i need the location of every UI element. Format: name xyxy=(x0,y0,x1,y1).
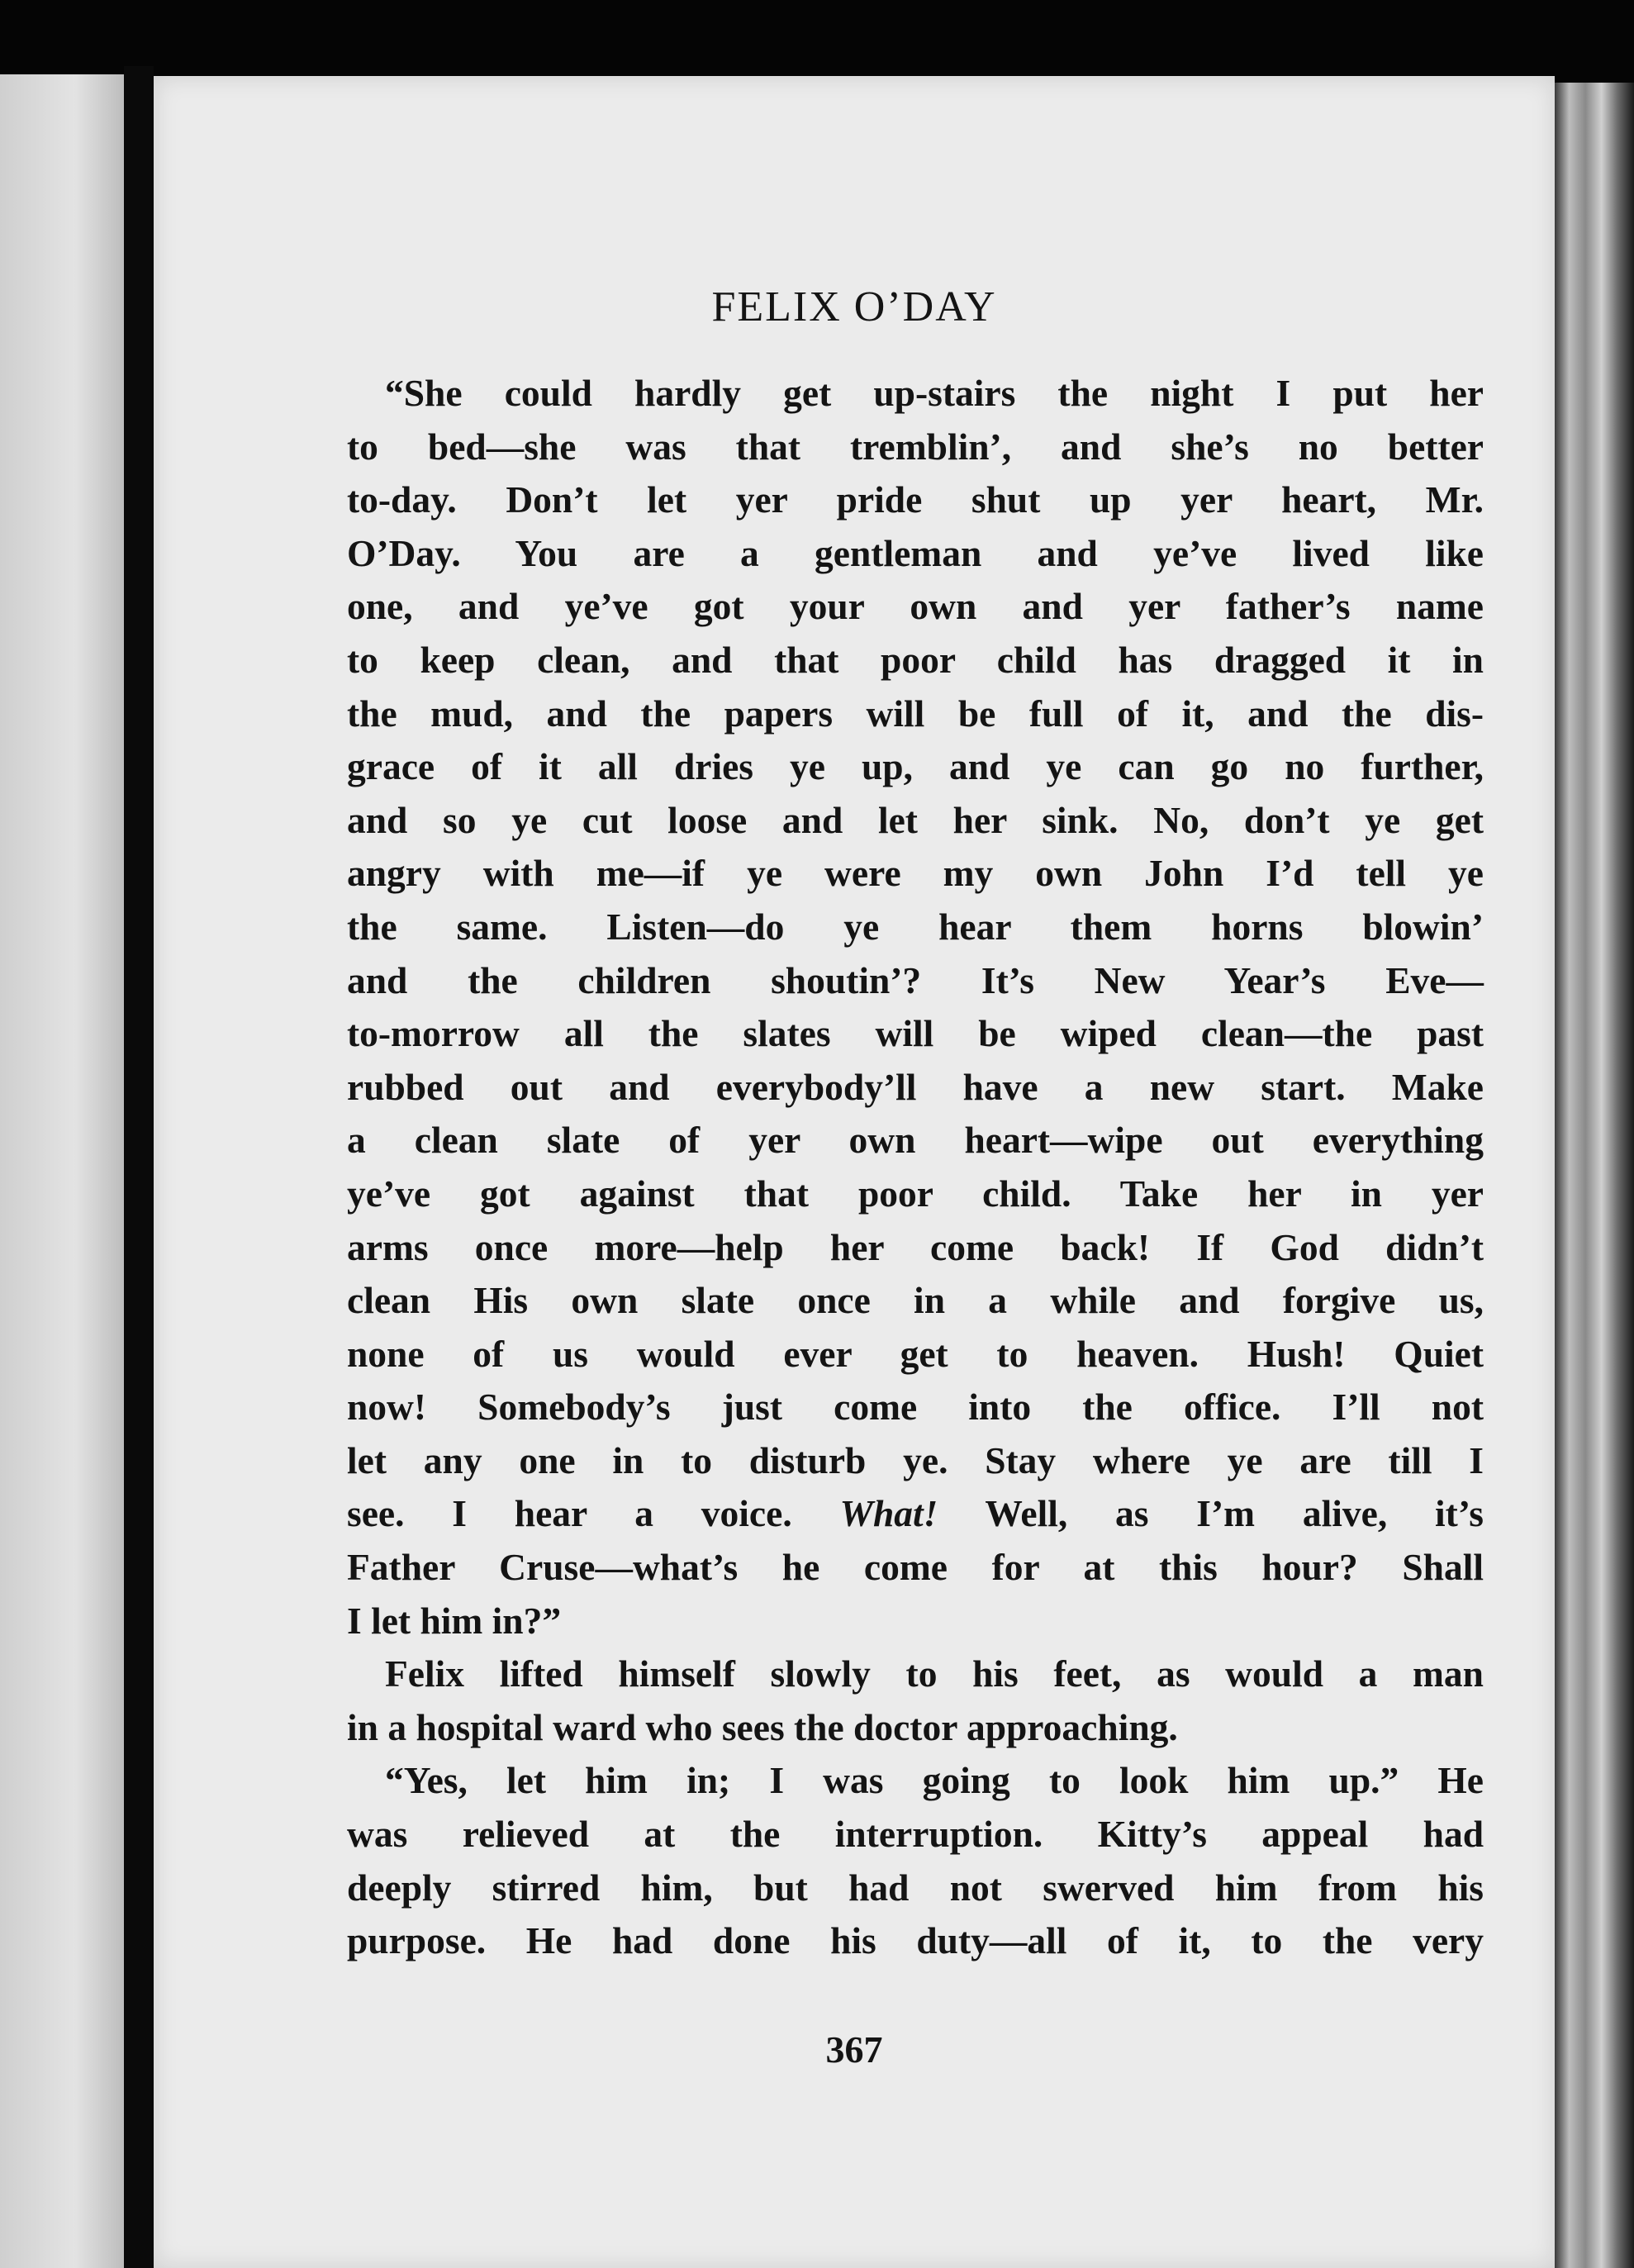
text-line: “Yes, let him in; I was going to look him up.” He xyxy=(385,1759,1484,1802)
book-page xyxy=(154,76,1555,2268)
text-line: to bed—she was that tremblin’, and she’s no better xyxy=(347,425,1484,468)
text-line: to-day. Don’t let yer pride shut up yer heart, Mr. xyxy=(347,478,1484,521)
text-line: and so ye cut loose and let her sink. No, don’t ye get xyxy=(347,798,1484,841)
text-line: one, and ye’ve got your own and yer father’s name xyxy=(347,585,1484,628)
text-line: grace of it all dries ye up, and ye can go no further, xyxy=(347,745,1484,788)
page-stack-edge xyxy=(1553,83,1634,2268)
text-line: a clean slate of yer own heart—wipe out everything xyxy=(347,1119,1484,1162)
text-line: purpose. He had done his duty—all of it, to the very xyxy=(347,1919,1484,1962)
text-line: see. I hear a voice. What! Well, as I’m alive, it’s xyxy=(347,1492,1484,1535)
text-line: I let him in?” xyxy=(347,1599,562,1642)
facing-page-edge xyxy=(0,74,124,2268)
text-line: clean His own slate once in a while and forgive us, xyxy=(347,1279,1484,1322)
text-line: arms once more—help her come back! If God didn’t xyxy=(347,1225,1484,1268)
book-gutter xyxy=(124,66,154,2268)
text-line: in a hospital ward who sees the doctor approaching. xyxy=(347,1705,1178,1748)
text-line: ye’ve got against that poor child. Take her in yer xyxy=(347,1172,1484,1215)
text-line: the mud, and the papers will be full of it, and the dis- xyxy=(347,692,1484,735)
text-line: the same. Listen—do ye hear them horns blowin’ xyxy=(347,905,1484,948)
text-line: was relieved at the interruption. Kitty’s appeal had xyxy=(347,1813,1484,1856)
text-line: and the children shoutin’? It’s New Year’s Eve— xyxy=(347,958,1484,1001)
text-line: O’Day. You are a gentleman and ye’ve lived like xyxy=(347,531,1484,574)
text-line: to keep clean, and that poor child has dragged it in xyxy=(347,638,1484,681)
page-number: 367 xyxy=(825,2028,883,2071)
text-line: let any one in to disturb ye. Stay where ye are till I xyxy=(347,1438,1484,1481)
text-line: rubbed out and everybody’ll have a new start. Make xyxy=(347,1065,1484,1108)
text-line: none of us would ever get to heaven. Hush! Quiet xyxy=(347,1332,1484,1375)
text-line: angry with me—if ye were my own John I’d tell ye xyxy=(347,852,1484,895)
text-line: “She could hardly get up-stairs the night I put her xyxy=(385,372,1484,414)
running-head: FELIX O’DAY xyxy=(711,283,997,330)
text-line: Felix lifted himself slowly to his feet, as would a man xyxy=(385,1652,1484,1695)
text-line: to-morrow all the slates will be wiped clean—the past xyxy=(347,1012,1484,1055)
text-line: deeply stirred him, but had not swerved him from his xyxy=(347,1866,1484,1909)
italic-emphasis: What! xyxy=(839,1492,938,1535)
body-text xyxy=(347,367,1484,1968)
text-line: now! Somebody’s just come into the office. I’ll not xyxy=(347,1386,1484,1429)
text-line: Father Cruse—what’s he come for at this hour? Shall xyxy=(347,1546,1484,1589)
